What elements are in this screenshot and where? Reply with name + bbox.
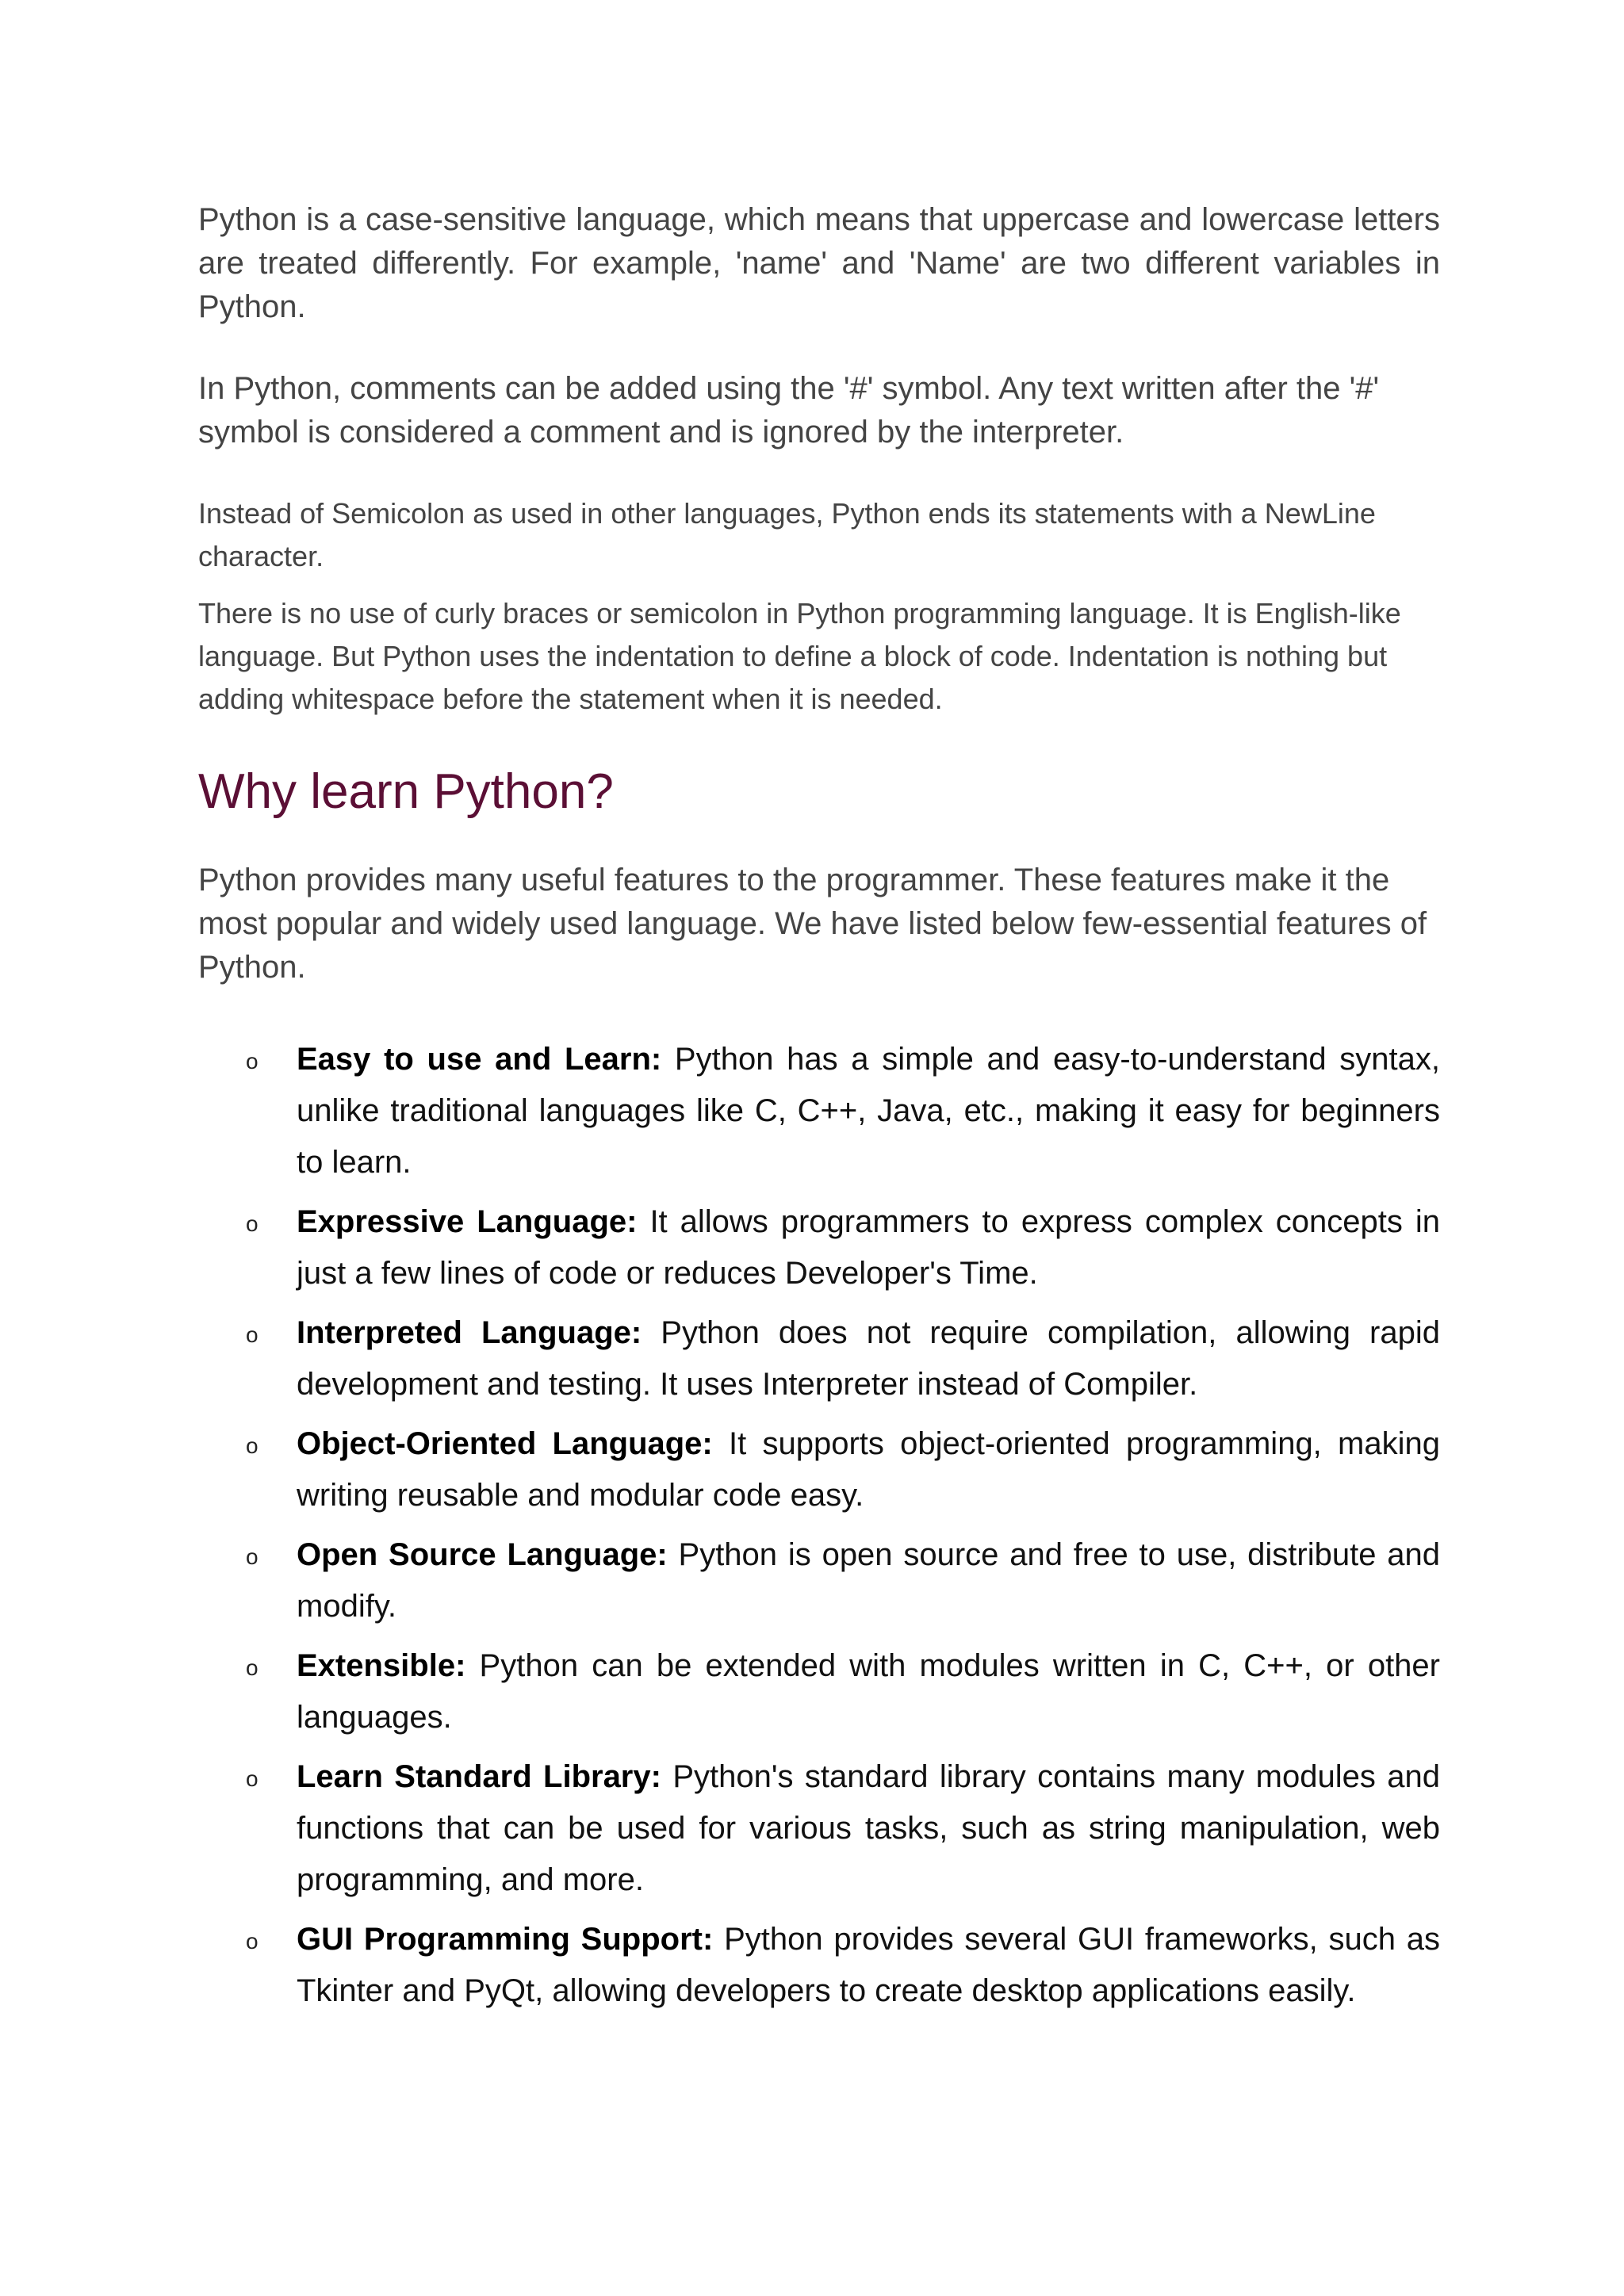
feature-item	[198, 1196, 1440, 1299]
paragraph-comments: In Python, comments can be added using the '#' symbol. Any text written after the '#' symbol is considered a comment and is ignored by the interpreter.	[198, 371, 1380, 450]
feature-title: Learn Standard Library:	[297, 1759, 673, 1794]
feature-title: Object-Oriented Language:	[297, 1426, 730, 1461]
paragraph-newline: Instead of Semicolon as used in other languages, Python ends its statements with a NewLine character.	[198, 497, 1376, 572]
feature-title: Extensible:	[297, 1648, 480, 1683]
bullet-icon: o	[246, 1544, 259, 1569]
feature-item	[198, 1640, 1440, 1743]
feature-item	[198, 1034, 1440, 1188]
feature-item	[198, 1914, 1440, 2017]
bullet-icon: o	[246, 1322, 259, 1347]
feature-item	[198, 1307, 1440, 1410]
paragraph-indentation: There is no use of curly braces or semicolon in Python programming language. It is English-like language. But Python uses the indentation to define a block of code. Indentation is nothing but adding whitespace before the statement when it is needed.	[198, 597, 1401, 715]
feature-title: Interpreted Language:	[297, 1315, 661, 1350]
feature-description: It supports object-oriented programming, making writing reusable and modular code easy.	[297, 1426, 1440, 1513]
feature-description: Python can be extended with modules written in C, C++, or other languages.	[297, 1648, 1440, 1735]
bullet-icon: o	[246, 1433, 259, 1458]
bullet-icon: o	[246, 1929, 259, 1954]
paragraph-case-sensitivity: Python is a case-sensitive language, which means that uppercase and lowercase letters are treated differently. For example, 'name' and 'Name' are two different variables in Python.	[198, 202, 1440, 324]
feature-list	[198, 1034, 1440, 2017]
bullet-icon: o	[246, 1655, 259, 1680]
feature-item	[198, 1751, 1440, 1906]
feature-description: It allows programmers to express complex concepts in just a few lines of code or reduces Developer's Time.	[297, 1204, 1440, 1291]
feature-item	[198, 1418, 1440, 1521]
feature-title: Expressive Language:	[297, 1204, 650, 1239]
feature-title: Easy to use and Learn:	[297, 1042, 675, 1077]
feature-title: Open Source Language:	[297, 1537, 679, 1572]
bullet-icon: o	[246, 1766, 259, 1791]
feature-description: Python provides several GUI frameworks, such as Tkinter and PyQt, allowing developers to create desktop applications easily.	[297, 1922, 1440, 2008]
feature-description: Python has a simple and easy-to-understand syntax, unlike traditional languages like C, C++, Java, etc., making it easy for beginners to learn.	[297, 1042, 1440, 1180]
feature-title: GUI Programming Support:	[297, 1922, 725, 1957]
section-heading: Why learn Python?	[198, 764, 614, 819]
section-intro: Python provides many useful features to the programmer. These features make it the most popular and widely used language. We have listed below few-essential features of Python.	[198, 863, 1427, 985]
feature-description: Python does not require compilation, allowing rapid development and testing. It uses Interpreter instead of Compiler.	[297, 1315, 1440, 1402]
bullet-icon: o	[246, 1211, 259, 1236]
bullet-icon: o	[246, 1049, 259, 1073]
feature-item	[198, 1529, 1440, 1632]
feature-description: Python is open source and free to use, distribute and modify.	[297, 1537, 1440, 1624]
feature-description: Python's standard library contains many modules and functions that can be used for various tasks, such as string manipulation, web programming, and more.	[297, 1759, 1440, 1897]
